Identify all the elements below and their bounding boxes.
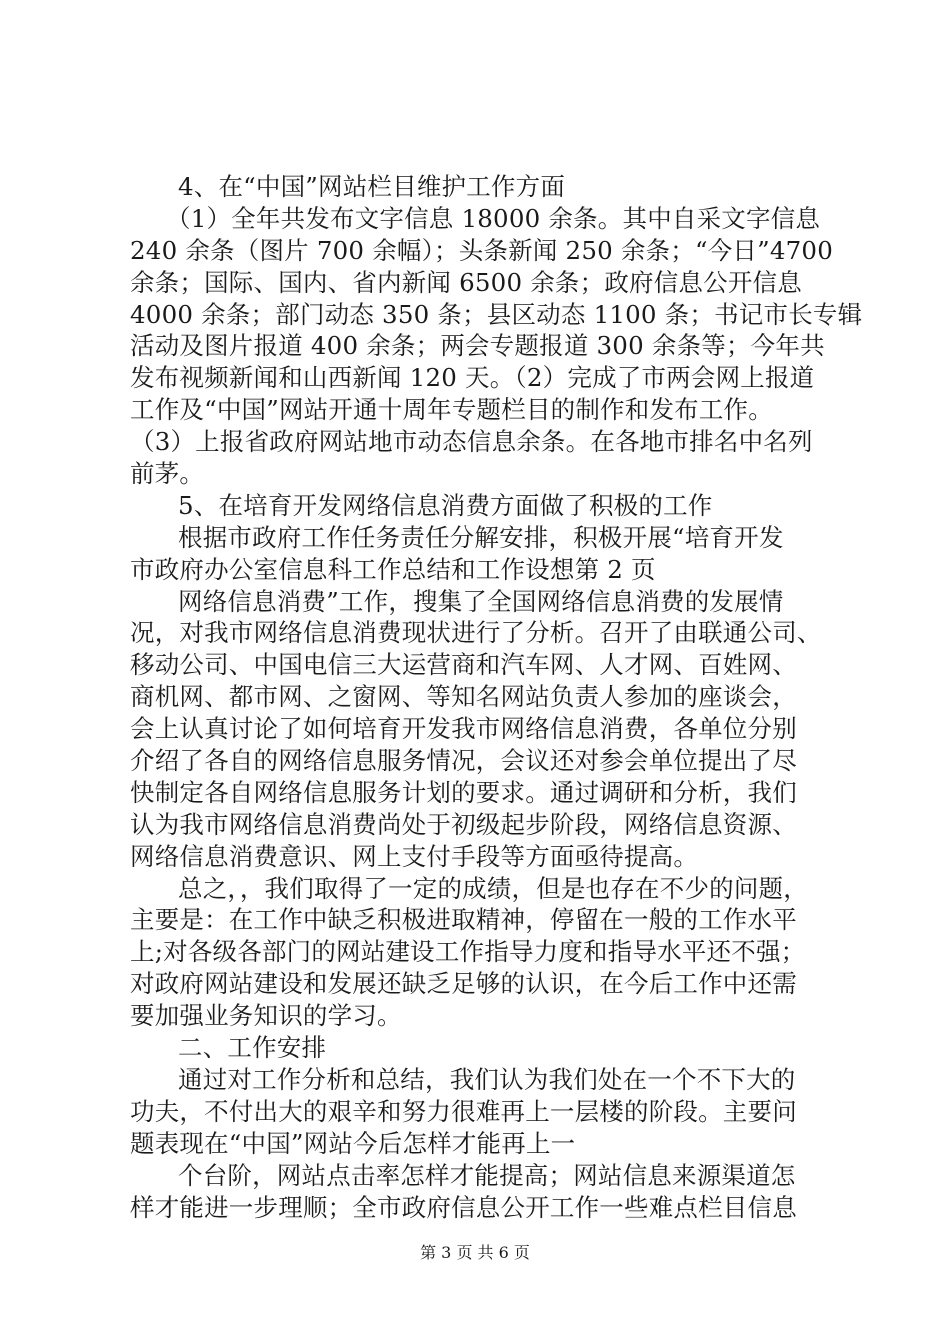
paragraph-line: 前茅。 xyxy=(130,459,205,489)
paragraph-line: 功夫，不付出大的艰辛和努力很难再上一层楼的阶段。主要问 xyxy=(130,1096,797,1126)
paragraph-line: 240 余条（图片 700 余幅）；头条新闻 250 余条；“今日”4700 xyxy=(130,235,833,265)
paragraph-line: 活动及图片报道 400 余条；两会专题报道 300 余条等；今年共 xyxy=(130,331,825,361)
running-title-line: 市政府办公室信息科工作总结和工作设想第 2 页 xyxy=(130,554,656,584)
paragraph-line: 工作及“中国”网站开通十周年专题栏目的制作和发布工作。 xyxy=(130,395,773,425)
paragraph-line: 余条；国际、国内、省内新闻 6500 余条；政府信息公开信息 xyxy=(130,267,802,297)
page-number-footer: 第 3 页 共 6 页 xyxy=(420,1243,530,1262)
paragraph-line: 快制定各自网络信息服务计划的要求。通过调研和分析，我们 xyxy=(130,777,797,807)
paragraph-line: 上;对各级各部门的网站建设工作指导力度和指导水平还不强； xyxy=(130,937,806,967)
paragraph-line: 主要是：在工作中缺乏积极进取精神，停留在一般的工作水平 xyxy=(130,905,797,935)
paragraph-line: 况，对我市网络信息消费现状进行了分析。召开了由联通公司、 xyxy=(130,618,822,648)
paragraph-line: 会上认真讨论了如何培育开发我市网络信息消费，各单位分别 xyxy=(130,714,797,744)
paragraph-line: 要加强业务知识的学习。 xyxy=(130,1001,402,1031)
paragraph-line: 个台阶，网站点击率怎样才能提高；网站信息来源渠道怎 xyxy=(178,1160,796,1190)
paragraph-line: 网络信息消费意识、网上支付手段等方面亟待提高。 xyxy=(130,841,699,871)
paragraph-line: （1）全年共发布文字信息 18000 余条。其中自采文字信息 xyxy=(166,203,821,233)
paragraph-line: （3）上报省政府网站地市动态信息余条。在各地市排名中名列 xyxy=(130,427,813,457)
section-heading-4: 4、在“中国”网站栏目维护工作方面 xyxy=(178,172,566,201)
paragraph-line: 题表现在“中国”网站今后怎样才能再上一 xyxy=(130,1128,576,1158)
paragraph-line: 总之，，我们取得了一定的成绩，但是也存在不少的问题， xyxy=(178,873,808,903)
paragraph-line: 认为我市网络信息消费尚处于初级起步阶段，网络信息资源、 xyxy=(130,809,797,839)
paragraph-line: 对政府网站建设和发展还缺乏足够的认识，在今后工作中还需 xyxy=(130,969,797,999)
paragraph-line: 网络信息消费”工作，搜集了全国网络信息消费的发展情 xyxy=(178,586,784,616)
paragraph-line: 发布视频新闻和山西新闻 120 天。（2）完成了市两会网上报道 xyxy=(130,363,815,393)
paragraph-line: 介绍了各自的网络信息服务情况，会议还对参会单位提出了尽 xyxy=(130,746,797,776)
section-heading-5: 5、在培育开发网络信息消费方面做了积极的工作 xyxy=(178,490,713,520)
paragraph-line: 商机网、都市网、之窗网、等知名网站负责人参加的座谈会， xyxy=(130,682,797,712)
paragraph-line: 4000 余条；部门动态 350 条；县区动态 1100 条；书记市长专辑 xyxy=(130,299,863,329)
section-heading-2: 二、工作安排 xyxy=(178,1033,327,1063)
paragraph-line: 移动公司、中国电信三大运营商和汽车网、人才网、百姓网、 xyxy=(130,650,797,680)
paragraph-line: 根据市政府工作任务责任分解安排，积极开展“培育开发 xyxy=(178,522,784,552)
paragraph-line: 样才能进一步理顺；全市政府信息公开工作一些难点栏目信息 xyxy=(130,1192,797,1222)
paragraph-line: 通过对工作分析和总结，我们认为我们处在一个不下大的 xyxy=(178,1064,796,1094)
document-body xyxy=(130,171,863,1223)
